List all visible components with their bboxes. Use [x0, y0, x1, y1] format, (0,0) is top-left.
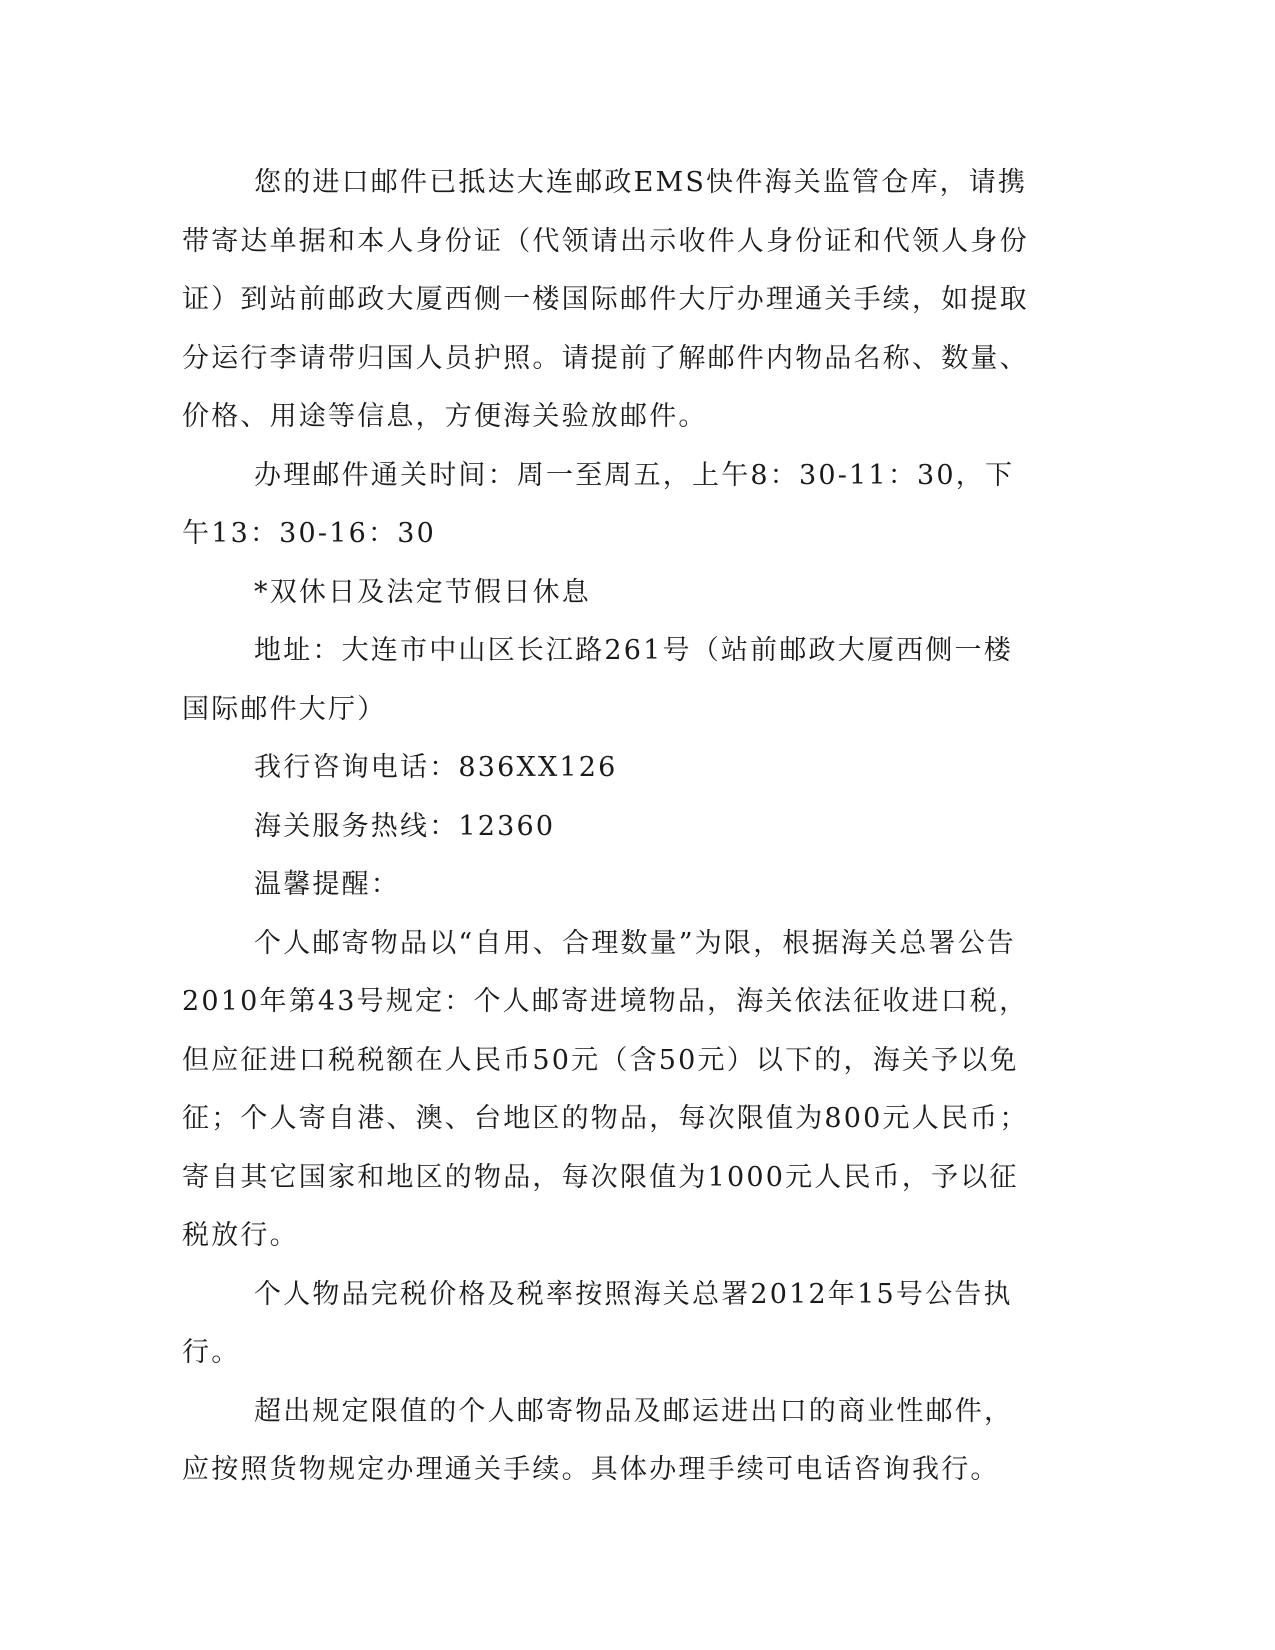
customs-hotline-line: 海关服务热线：12360 [254, 810, 556, 842]
bank-phone-line: 我行咨询电话：836XX126 [254, 752, 618, 783]
document-body [182, 154, 1032, 1500]
tax-rate-paragraph: 个人物品完税价格及税率按照海关总署2012年15号公告执行。 [182, 1278, 1013, 1368]
address-paragraph: 地址：大连市中山区长江路261号（站前邮政大厦西侧一楼国际邮件大厅） [182, 635, 1013, 725]
holiday-note: *双休日及法定节假日休息 [254, 576, 591, 608]
tax-rules-paragraph: 个人邮寄物品以“自用、合理数量”为限，根据海关总署公告2010年第43号规定：个人邮寄进境物品，海关依法征收进口税，但应征进口税税额在人民币50元（含50元）以下的，海关予以免征；个人寄自港、澳、台地区的物品，每次限值为800元人民币；寄自其它国家和地区的物品，每次限值为1000元人民币，予以征税放行。 [182, 927, 1029, 1251]
notice-paragraph: 您的进口邮件已抵达大连邮政EMS快件海关监管仓库，请携带寄达单据和本人身份证（代领请出示收件人身份证和代领人身份证）到站前邮政大厦西侧一楼国际邮件大厅办理通关手续，如提取分运行李请带归国人员护照。请提前了解邮件内物品名称、数量、价格、用途等信息，方便海关验放邮件。 [182, 167, 1029, 432]
office-hours-paragraph: 办理邮件通关时间：周一至周五，上午8：30-11：30，下午13：30-16：30 [182, 459, 1015, 549]
reminder-heading: 温馨提醒： [254, 869, 400, 900]
commercial-goods-paragraph: 超出规定限值的个人邮寄物品及邮运进出口的商业性邮件，应按照货物规定办理通关手续。具体办理手续可电话咨询我行。 [182, 1395, 1014, 1485]
